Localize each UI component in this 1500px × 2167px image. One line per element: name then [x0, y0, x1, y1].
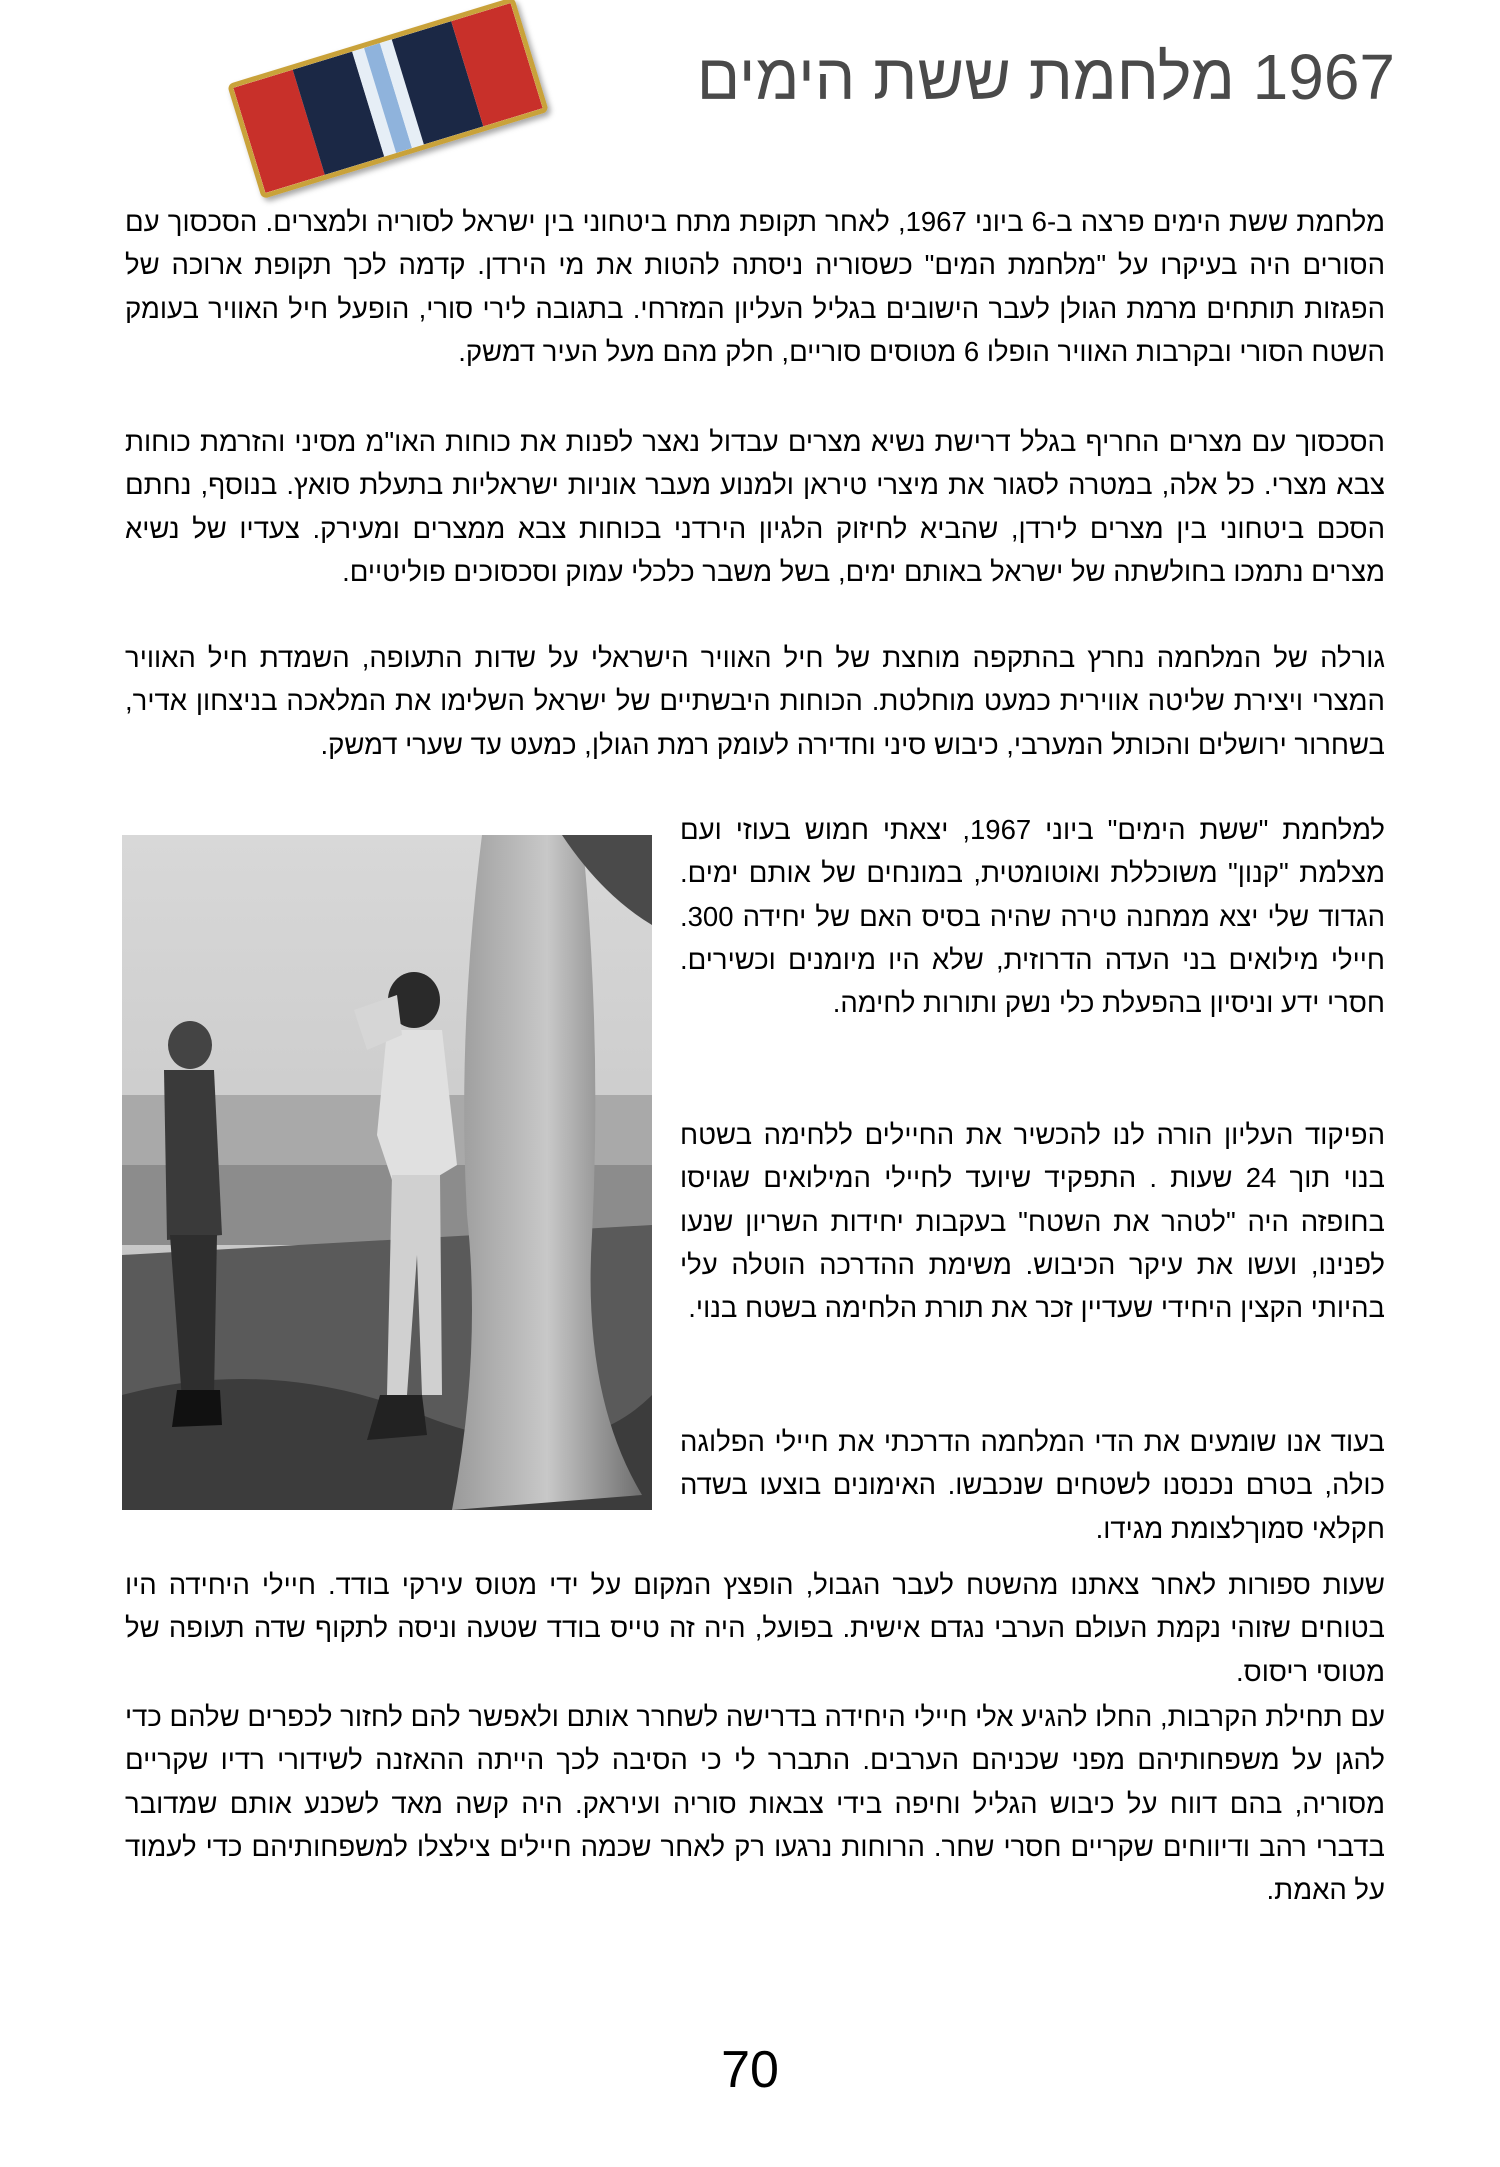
ribbon-stripes — [233, 3, 542, 193]
page-title: 1967 מלחמת ששת הימים — [696, 41, 1395, 113]
paragraph-iraqi-bombing: שעות ספורות לאחר צאתנו מהשטח לעבר הגבול, הופצץ המקום על ידי מטוס עירקי בודד. חיילי היחידה היו בטוחים שזוהי נקמת העולם הערבי נגדם אישית. בפועל, היה זה טייס בודד שטעה וניסה לתקוף שדה תעופה של מטוסי ריסוס. — [125, 1569, 1385, 1687]
soldiers-photo-icon — [122, 835, 652, 1510]
paragraph-egypt-conflict: הסכסוך עם מצרים החריף בגלל דרישת נשיא מצרים עבדול נאצר לפנות את כוחות האו"מ מסיני והזרמת כוחות צבא מצרי. כל אלה, במטרה לסגור את מיצרי טיראן ולמנוע מעבר אוניות ישראליות בתעלת סואץ. בנוסף, נחתם הסכם ביטחוני בין מצרים לירדן, שהביא לחיזוק הלגיון הירדני בכוחות צבא ממצרים ומעירק. צעדיו של נשיא מצרים נתמכו בחולשתה של ישראל באותם ימים, בשל משבר כלכלי עמוק וסכסוכים פוליטיים. — [125, 426, 1385, 587]
paragraph-war-outcome: גורלה של המלחמה נחרץ בהתקפה מוחצת של חיל האוויר הישראלי על שדות התעופה, השמדת חיל האוויר המצרי ויצירת שליטה אווירית כמעט מוחלטת. הכוחות היבשתיים של ישראל השלימו את המלאכה בניצחון אדיר, בשחרור ירושלים והכותל המערבי, כיבוש סיני וחדירה לעומק רמת הגולן, כמעט עד שערי דמשק. — [125, 642, 1385, 760]
paragraph-training-field: בעוד אנו שומעים את הדי המלחמה הדרכתי את חיילי הפלוגה כולה, בטרם נכנסנו לשטחים שנכבשו. האימונים בוצעו בשדה חקלאי סמוךלצומת מגידו. — [680, 1426, 1385, 1544]
paragraph-war-outbreak: מלחמת ששת הימים פרצה ב-6 ביוני 1967, לאחר תקופת מתח ביטחוני בין ישראל לסוריה ולמצרים. הסכסוך עם הסורים היה בעיקרו על "מלחמת המים" כשסוריה ניסתה להטות את מי הירדן. קדמה לכך תקופת ארוכה של הפגזות תותחים מרמת הגולן לעבר הישובים בגליל העליון המזרחי. בתגובה לירי סורי, הופעל חיל האוויר בעומק השטח הסורי ובקרבות האוויר הופלו 6 מטוסים סוריים, חלק מהם מעל העיר דמשק. — [125, 206, 1385, 367]
paragraph-training-order: הפיקוד העליון הורה לנו להכשיר את החיילים ללחימה בשטח בנוי תוך 24 שעות . התפקיד שיועד לחיילי המילואים שגויסו בחופזה היה "לטהר את השטח" בעקבות יחידות השריון שנעו לפנינו, ועשו את עיקר הכיבוש. משימת ההדרכה הוטלה עלי בהיותי הקצין היחידי שעדיין זכר את תורת הלחימה בשטח בנוי. — [680, 1119, 1385, 1324]
paragraph-unit-departure: למלחמת "ששת הימים" ביוני 1967, יצאתי חמוש בעוזי ועם מצלמת "קנון" משוכללת ואוטומטית, במונחים של אותם ימים. הגדוד שלי יצא ממחנה טירה שהיה בסיס האם של יחידה 300. חיילי מילואים בני העדה הדרוזית, שלא היו מיומנים וכשירים. חסרי ידע וניסיון בהפעלת כלי נשק ותורות לחימה. — [680, 814, 1385, 1019]
campaign-ribbon-icon — [227, 0, 549, 199]
page-number: 70 — [721, 2041, 779, 2099]
paragraph-soldiers-request: עם תחילת הקרבות, החלו להגיע אלי חיילי היחידה בדרישה לשחרר אותם ולאפשר להם לחזור לכפרים שלהם כדי להגן על משפחותיהם מפני שכניהם הערבים. התברר לי כי הסיבה לכך הייתה ההאזנה לשידורי רדיו שקריים מסוריה, בהם דווח על כיבוש הגליל וחיפה בידי צבאות סוריה ועיראק. היה קשה מאד לשכנע אותם שמדובר בדברי רהב ודיווחים שקריים חסרי שחר. הרוחות נרגעו רק לאחר שכמה חיילים צילצלו למשפחותיהם כדי לעמוד על האמת. — [125, 1701, 1385, 1906]
